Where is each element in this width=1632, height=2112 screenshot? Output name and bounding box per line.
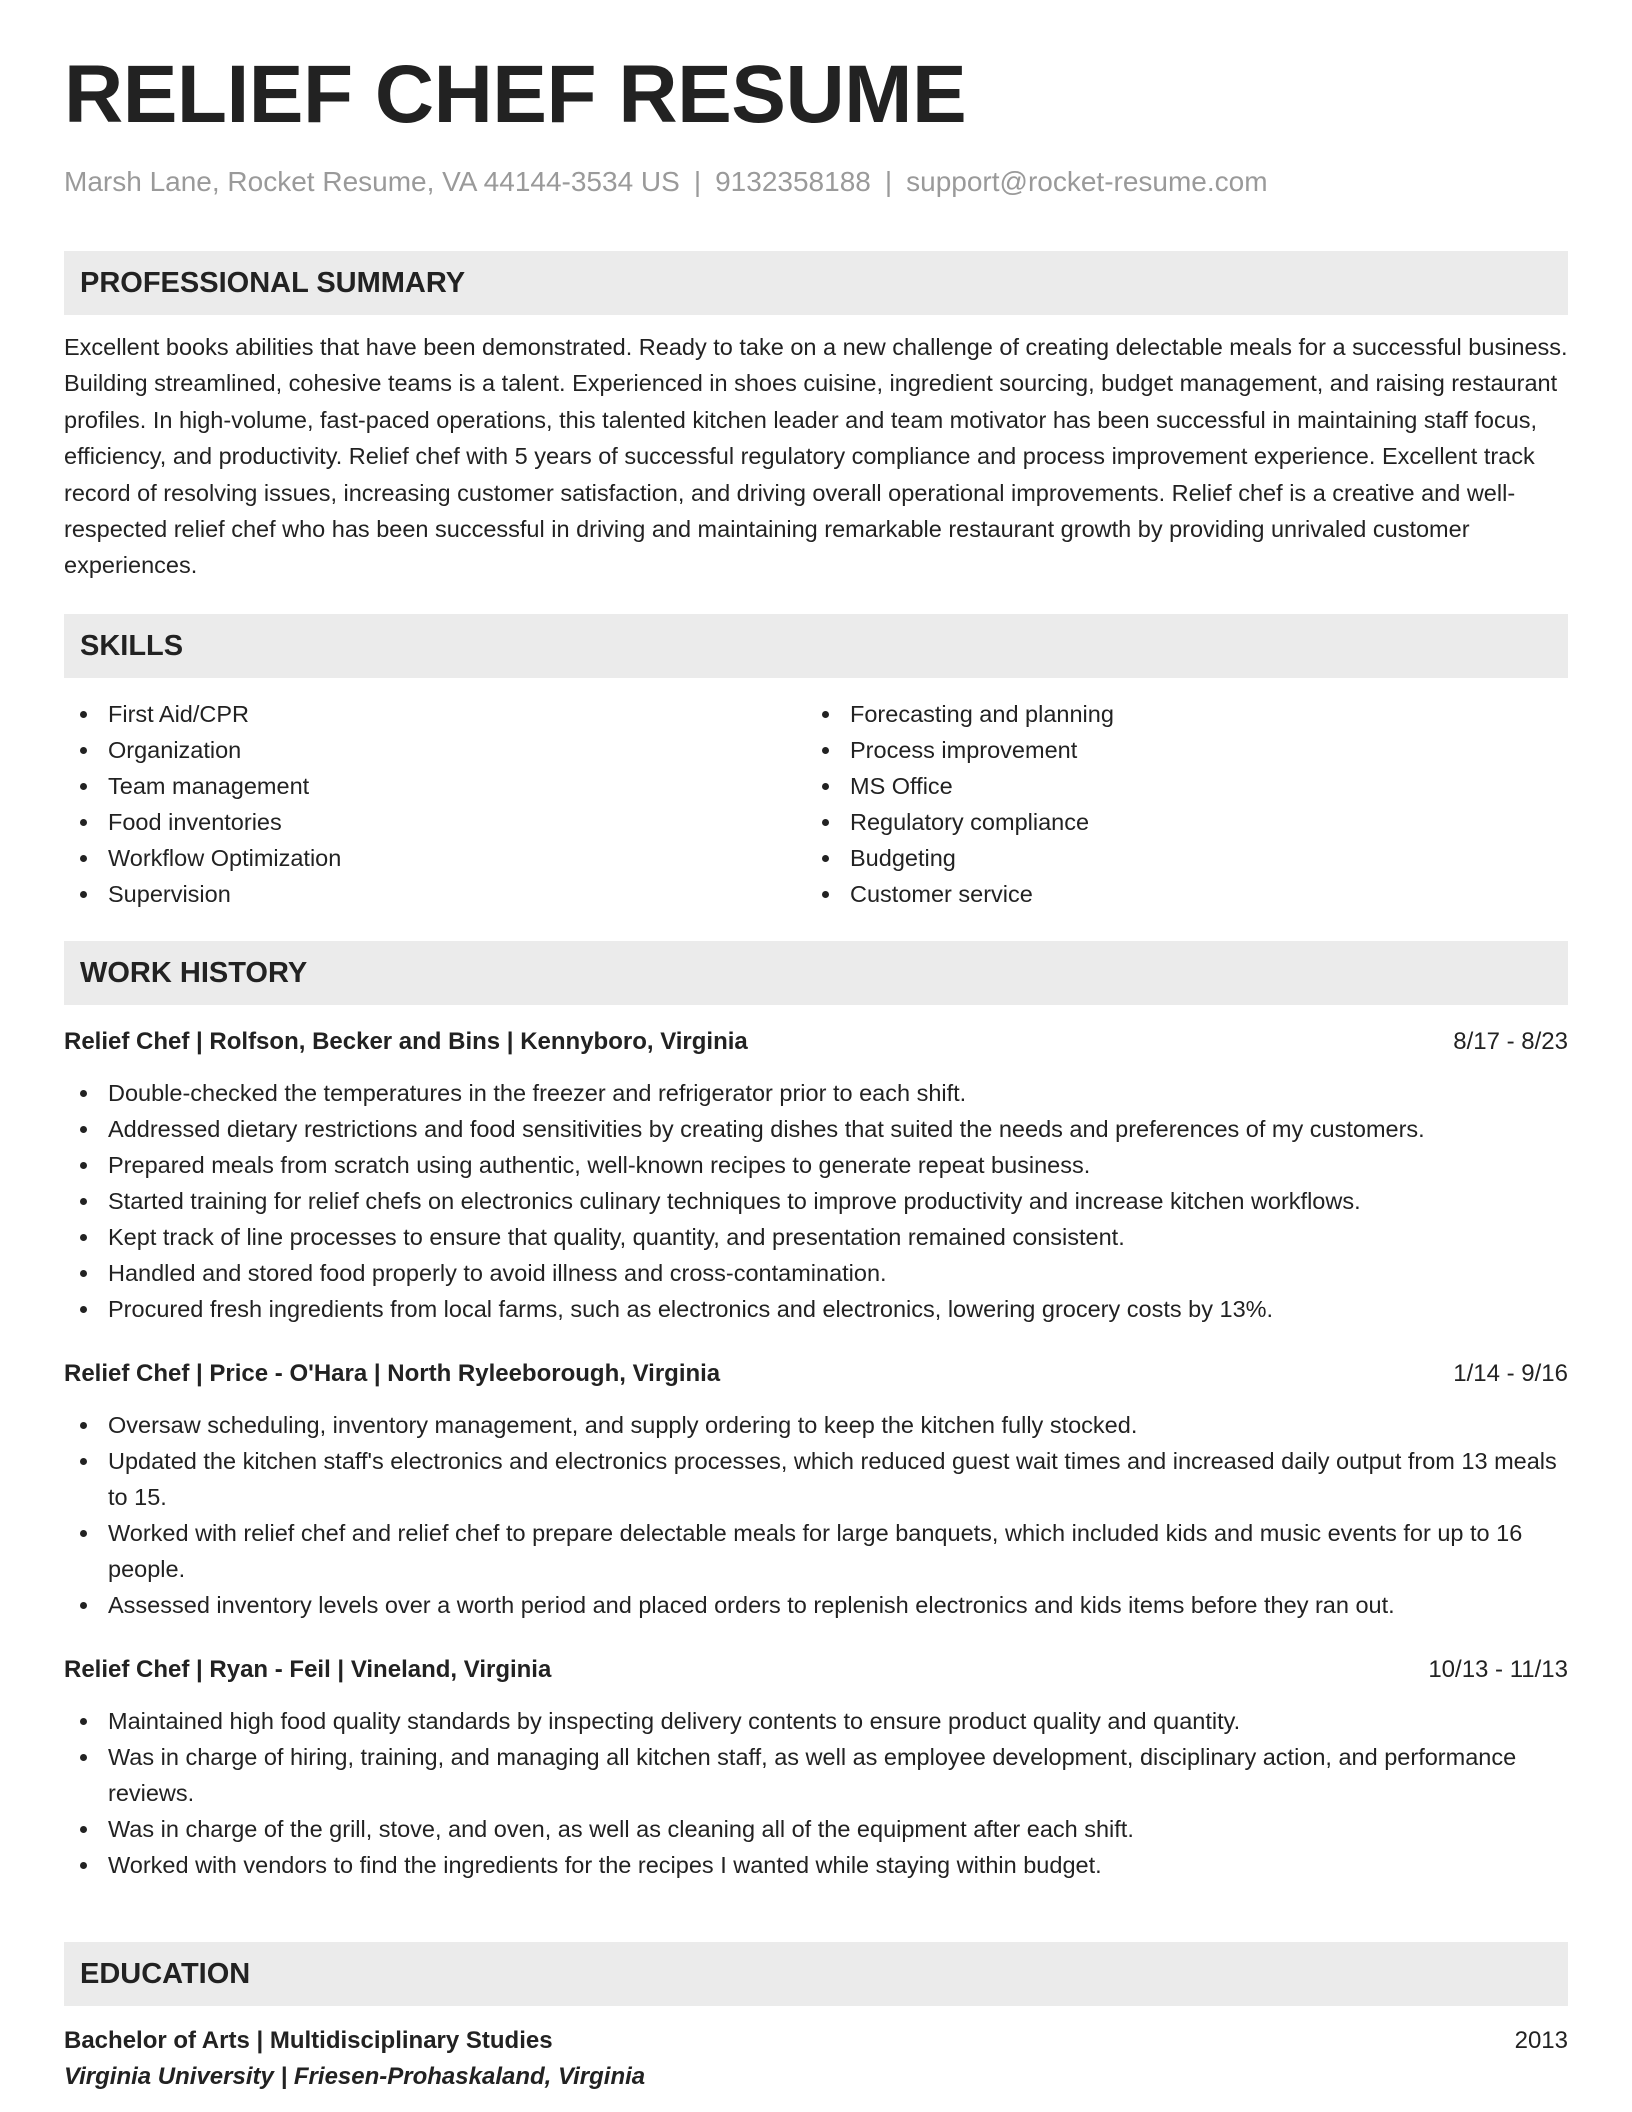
education-degree: Bachelor of Arts | Multidisciplinary Studies [64,2027,553,2054]
skill-item: Workflow Optimization [64,840,806,876]
job-bullet: Double-checked the temperatures in the freezer and refrigerator prior to each shift. [64,1075,1568,1111]
work-history-heading: WORK HISTORY [64,941,1568,1005]
skill-item: Forecasting and planning [806,696,1548,732]
contact-line [64,168,1268,196]
contact-separator: | [693,166,702,197]
job-dates: 10/13 - 11/13 [1428,1656,1568,1683]
education-header [64,2024,1568,2058]
job-entry [64,1653,1568,1883]
job-entry [64,1357,1568,1623]
job-bullet: Was in charge of hiring, training, and managing all kitchen staff, as well as employee development, disciplinary action, and performance reviews. [64,1739,1568,1811]
summary-text: Excellent books abilities that have been demonstrated. Ready to take on a new challenge of creating delectable meals for a successful business. Building streamlined, cohesive teams is a talent. Experienced in shoes cuisine, ingredient sourcing, budget management, and raising restaurant profiles. In high-volume, fast-paced operations, this talented kitchen leader and team motivator has been successful in maintaining staff focus, efficiency, and productivity. Relief chef with 5 years of successful regulatory compliance and process improvement experience. Excellent track record of resolving issues, increasing customer satisfaction, and driving overall operational improvements. Relief chef is a creative and well-respected relief chef who has been successful in driving and maintaining remarkable restaurant growth by providing unrivaled customer experiences. [64,334,1568,579]
education-heading: EDUCATION [64,1942,1568,2006]
summary-heading: PROFESSIONAL SUMMARY [64,251,1568,315]
job-bullet: Procured fresh ingredients from local farms, such as electronics and electronics, lowering grocery costs by 13%. [64,1291,1568,1327]
job-bullet: Prepared meals from scratch using authentic, well-known recipes to generate repeat business. [64,1147,1568,1183]
skill-item: Process improvement [806,732,1548,768]
job-bullet: Maintained high food quality standards by inspecting delivery contents to ensure product quality and quantity. [64,1703,1568,1739]
job-bullet: Kept track of line processes to ensure that quality, quantity, and presentation remained consistent. [64,1219,1568,1255]
job-bullet: Worked with relief chef and relief chef to prepare delectable meals for large banquets, which included kids and music events for up to 16 people. [64,1515,1568,1587]
job-bullet: Assessed inventory levels over a worth period and placed orders to replenish electronics and kids items before they ran out. [64,1587,1568,1623]
job-title: Relief Chef | Price - O'Hara | North Ryleeborough, Virginia [64,1360,721,1387]
skill-item: Food inventories [64,804,806,840]
job-title: Relief Chef | Rolfson, Becker and Bins | Kennyboro, Virginia [64,1028,748,1055]
job-bullets [64,1703,1568,1883]
skills-heading: SKILLS [64,614,1568,678]
skills-section [64,614,1568,912]
skill-item: Supervision [64,876,806,912]
skill-item: Regulatory compliance [806,804,1548,840]
skills-list-left [64,696,806,912]
job-bullet: Started training for relief chefs on electronics culinary techniques to improve productivity and increase kitchen workflows. [64,1183,1568,1219]
work-history-section [64,941,1568,1883]
skill-item: Budgeting [806,840,1548,876]
job-entry [64,1025,1568,1327]
skill-item: MS Office [806,768,1548,804]
education-year: 2013 [1514,2027,1568,2054]
job-bullets [64,1407,1568,1623]
job-bullet: Updated the kitchen staff's electronics and electronics processes, which reduced guest wait times and increased daily output from 13 meals to 15. [64,1443,1568,1515]
contact-email: support@rocket-resume.com [906,166,1268,197]
skills-list-right [806,696,1548,912]
contact-separator: | [884,166,893,197]
skills-grid [64,696,1568,912]
job-header [64,1653,1568,1687]
job-bullet: Worked with vendors to find the ingredients for the recipes I wanted while staying within budget. [64,1847,1568,1883]
skill-item: Customer service [806,876,1548,912]
contact-address: Marsh Lane, Rocket Resume, VA 44144-3534 US [64,166,680,197]
job-dates: 8/17 - 8/23 [1453,1028,1568,1055]
job-bullet: Was in charge of the grill, stove, and oven, as well as cleaning all of the equipment after each shift. [64,1811,1568,1847]
job-bullet: Addressed dietary restrictions and food sensitivities by creating dishes that suited the needs and preferences of my customers. [64,1111,1568,1147]
skill-item: First Aid/CPR [64,696,806,732]
job-bullets [64,1075,1568,1327]
skill-item: Team management [64,768,806,804]
skill-item: Organization [64,732,806,768]
job-dates: 1/14 - 9/16 [1453,1360,1568,1387]
contact-phone: 9132358188 [715,166,871,197]
education-section [64,1942,1568,2096]
job-header [64,1357,1568,1391]
job-bullet: Handled and stored food properly to avoid illness and cross-contamination. [64,1255,1568,1291]
summary-section [64,251,1568,584]
job-header [64,1025,1568,1059]
resume-title: RELIEF CHEF RESUME [64,49,967,140]
job-title: Relief Chef | Ryan - Feil | Vineland, Virginia [64,1656,552,1683]
job-bullet: Oversaw scheduling, inventory management, and supply ordering to keep the kitchen fully stocked. [64,1407,1568,1443]
education-school: Virginia University | Friesen-Prohaskaland, Virginia [64,2063,646,2090]
